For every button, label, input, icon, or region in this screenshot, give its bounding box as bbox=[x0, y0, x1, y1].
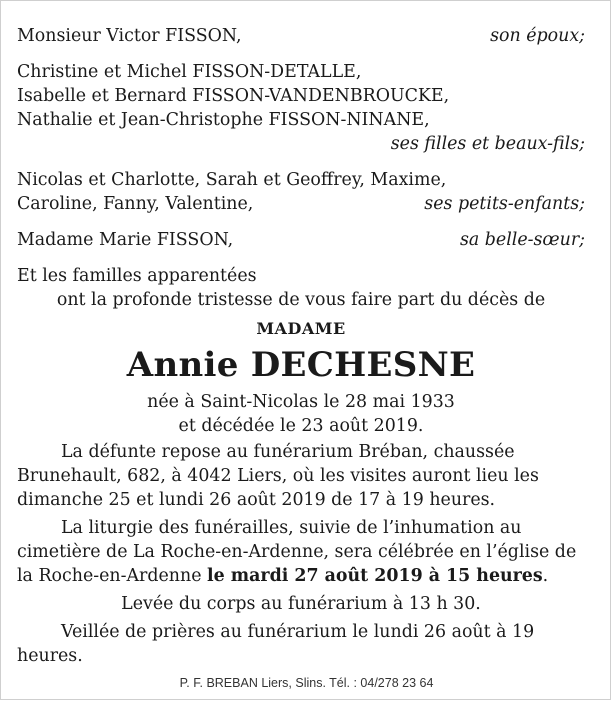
liturgy-text: La liturgie des funérailles, suivie de l’inhumation au cimetière de La Roche-en-Ardenne, sera célébrée en l’église de la Roche-en-Ardenne bbox=[17, 518, 577, 586]
departure-line: Levée du corps au funérarium à 13 h 30. bbox=[121, 594, 481, 614]
announcement-intro: ont la profonde tristesse de vous faire part du décès de bbox=[56, 290, 546, 310]
deceased-name: Annie DECHESNE bbox=[126, 345, 476, 385]
daughters-relation: ses filles et beaux-fils; bbox=[390, 134, 585, 154]
liturgy-end: . bbox=[542, 566, 549, 586]
daughters-line-2: Isabelle et Bernard FISSON-VANDENBROUCKE, bbox=[17, 86, 450, 106]
notice-content bbox=[17, 24, 585, 668]
sister-in-law-row bbox=[17, 228, 585, 252]
grandchildren-relation: ses petits-enfants; bbox=[424, 194, 585, 214]
liturgy-paragraph bbox=[17, 516, 585, 588]
sister-in-law-name: Madame Marie FISSON, bbox=[17, 230, 234, 250]
birth-line: née à Saint-Nicolas le 28 mai 1933 bbox=[147, 392, 455, 412]
relatives-line: Et les familles apparentées bbox=[17, 266, 257, 286]
husband-relation: son époux; bbox=[490, 26, 585, 46]
funeral-home-footer: P. F. BREBAN Liers, Slins. Tél. : 04/278 23 64 bbox=[179, 676, 434, 690]
husband-name: Monsieur Victor FISSON, bbox=[17, 26, 242, 46]
grandchildren-row bbox=[17, 192, 585, 216]
daughters-line-1: Christine et Michel FISSON-DETALLE, bbox=[17, 62, 362, 82]
deceased-title: MADAME bbox=[256, 319, 346, 338]
death-line: et décédée le 23 août 2019. bbox=[178, 416, 424, 436]
daughters-line-3: Nathalie et Jean-Christophe FISSON-NINANE, bbox=[17, 110, 430, 130]
grandchildren-line-2: Caroline, Fanny, Valentine, bbox=[17, 194, 254, 214]
grandchildren-line-1: Nicolas et Charlotte, Sarah et Geoffrey, Maxime, bbox=[17, 170, 447, 190]
liturgy-date: le mardi 27 août 2019 à 15 heures bbox=[207, 566, 543, 586]
rest-paragraph: La défunte repose au funérarium Bréban, chaussée Brunehault, 682, à 4042 Liers, où les visites auront lieu les dimanche 25 et lundi 26 août 2019 de 17 à 19 heures. bbox=[17, 442, 539, 510]
husband-row bbox=[17, 24, 585, 48]
sister-in-law-relation: sa belle-sœur; bbox=[459, 230, 585, 250]
vigil-paragraph: Veillée de prières au funérarium le lundi 26 août à 19 heures. bbox=[17, 622, 535, 666]
